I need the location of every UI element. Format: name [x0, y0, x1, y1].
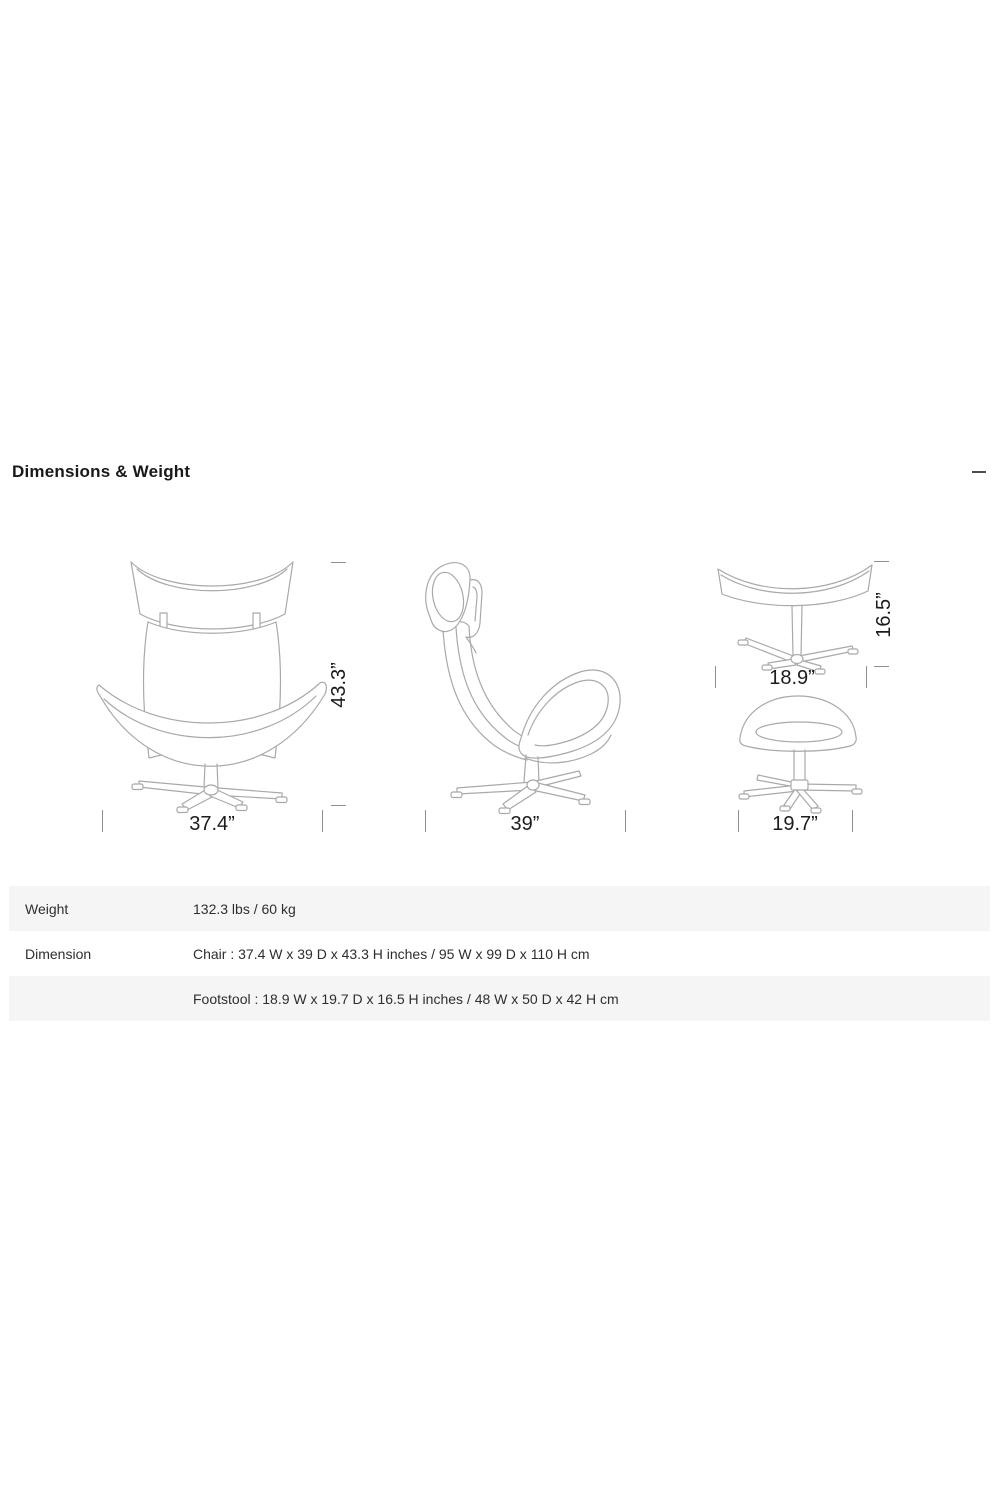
footstool-height-label: 16.5”: [873, 592, 895, 638]
footstool-depth-label: 19.7”: [772, 813, 818, 835]
chair-height-label: 43.3”: [328, 662, 350, 708]
dimension-tick: [715, 666, 716, 688]
footstool-width-label: 18.9”: [769, 667, 815, 689]
dimension-tick: [331, 562, 346, 563]
minus-icon: [972, 471, 986, 473]
row-label: Dimension: [25, 945, 92, 962]
row-value: Footstool : 18.9 W x 19.7 D x 16.5 H inches / 48 W x 50 D x 42 H cm: [193, 990, 619, 1007]
row-value: 132.3 lbs / 60 kg: [193, 900, 296, 917]
table-row-dimension-chair: [9, 931, 990, 976]
dimension-tick: [866, 666, 867, 688]
table-row-dimension-footstool: [9, 976, 990, 1021]
chair-front-view-drawing: [88, 553, 332, 815]
footstool-side-view-drawing: [728, 693, 888, 818]
section-title: Dimensions & Weight: [12, 462, 191, 481]
dimension-tick: [322, 810, 323, 832]
chair-depth-label: 39”: [510, 813, 540, 835]
table-row-weight: [9, 886, 990, 931]
row-value: Chair : 37.4 W x 39 D x 43.3 H inches / 95 W x 99 D x 110 H cm: [193, 945, 590, 962]
row-label: Weight: [25, 900, 69, 917]
dimension-tick: [331, 805, 346, 806]
dimension-tick: [625, 810, 626, 832]
footstool-front-view-drawing: [700, 554, 885, 679]
chair-width-label: 37.4”: [189, 813, 235, 835]
collapse-accordion-button[interactable]: [966, 462, 986, 482]
dimension-tick: [102, 810, 103, 832]
chair-side-view-drawing: [415, 555, 650, 817]
spec-table: [9, 886, 990, 1021]
dimension-tick: [425, 810, 426, 832]
accordion-header: [0, 460, 1000, 484]
dimension-diagram: [0, 545, 1000, 845]
top-whitespace: [0, 0, 1000, 460]
